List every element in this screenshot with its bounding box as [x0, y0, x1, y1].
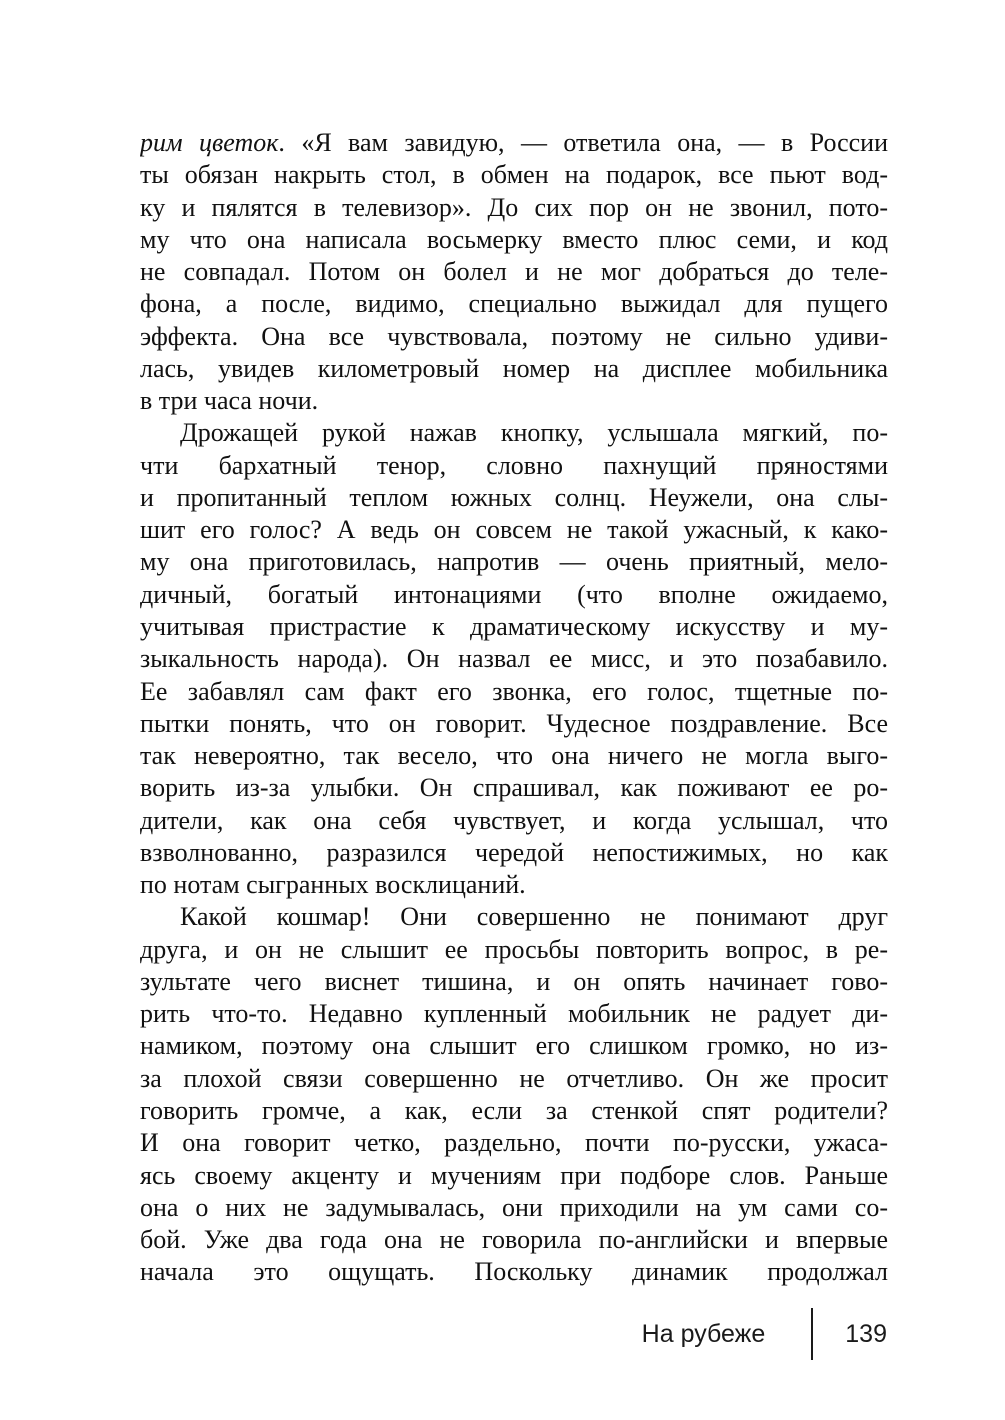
text-line: ясь своему акценту и мучениям при подборе слов. Раньше [140, 1160, 888, 1190]
text-line: в три часа ночи. [140, 386, 319, 416]
text-line: чти бархатный тенор, словно пахнущий пряностями [140, 450, 888, 480]
footer-divider [811, 1308, 813, 1360]
text-line: Какой кошмар! Они совершенно не понимают друг [180, 902, 888, 932]
text-line: и пропитанный теплом южных солнц. Неужели, она слы- [140, 482, 888, 512]
text-line: рим цветок. «Я вам завидую, — ответила она, — в России [140, 128, 888, 157]
text-line: фона, а после, видимо, специально выжидал для пущего [140, 289, 888, 319]
text-line: дители, как она себя чувствует, и когда услышал, что [140, 805, 888, 835]
text-line: говорить громче, а как, если за стенкой спят родители? [140, 1095, 888, 1125]
text-line: друга, и он не слышит ее просьбы повторить вопрос, в ре- [140, 934, 888, 964]
italic-lead: рим цветок [140, 128, 279, 157]
text-line: му она приготовилась, напротив — очень приятный, мело- [140, 547, 888, 577]
text-line: ты обязан накрыть стол, в обмен на подарок, все пьют вод- [140, 160, 888, 190]
text-line: Ее забавлял сам факт его звонка, его голос, тщетные по- [140, 676, 888, 706]
text-line: бой. Уже два года она не говорила по-английски и впервые [140, 1225, 888, 1255]
text-line: Дрожащей рукой нажав кнопку, услышала мягкий, по- [180, 418, 888, 448]
text-line: ку и пялятся в телевизор». До сих пор он не звонил, пото- [140, 192, 888, 222]
text-line: так невероятно, так весело, что она ничего не могла выго- [140, 741, 888, 771]
page-number: 139 [845, 1319, 887, 1348]
text-line: за плохой связи совершенно не отчетливо. Он же просит [140, 1063, 888, 1093]
text-line: ворить из-за улыбки. Он спрашивал, как поживают ее ро- [140, 773, 888, 803]
text-line: пытки понять, что он говорит. Чудесное поздравление. Все [140, 708, 888, 738]
page-footer [642, 1308, 887, 1360]
text-line: она о них не задумывалась, они приходили на ум сами со- [140, 1192, 888, 1222]
text-line: взволнованно, разразился чередой непостижимых, но как [140, 837, 888, 867]
text-line: эффекта. Она все чувствовала, поэтому не сильно удиви- [140, 321, 888, 351]
text-line: шит его голос? А ведь он совсем не такой ужасный, к како- [140, 515, 888, 545]
text-line: начала это ощущать. Поскольку динамик продолжал [140, 1257, 888, 1287]
text-line: зультате чего виснет тишина, и он опять начинает гово- [140, 966, 888, 996]
text-line: учитывая пристрастие к драматическому искусству и му- [140, 611, 888, 641]
text-line: рить что-то. Недавно купленный мобильник не радует ди- [140, 999, 888, 1029]
text-line: лась, увидев километровый номер на дисплее мобильника [140, 353, 888, 383]
text-line: му что она написала восьмерку вместо плюс семи, и код [140, 224, 888, 254]
text-line: намиком, поэтому она слышит его слишком громко, но из- [140, 1031, 888, 1061]
text-line: зыкальность народа). Он назвал ее мисс, и это позабавило. [140, 644, 888, 674]
text-line: по нотам сыгранных восклицаний. [140, 870, 526, 900]
text-line: И она говорит четко, раздельно, почти по-русски, ужаса- [140, 1128, 888, 1158]
running-title: На рубеже [641, 1319, 766, 1348]
body-text [140, 127, 888, 1289]
text-line: дичный, богатый интонациями (что вполне ожидаемо, [140, 579, 888, 609]
text-line: не совпадал. Потом он болел и не мог добраться до теле- [140, 257, 888, 287]
